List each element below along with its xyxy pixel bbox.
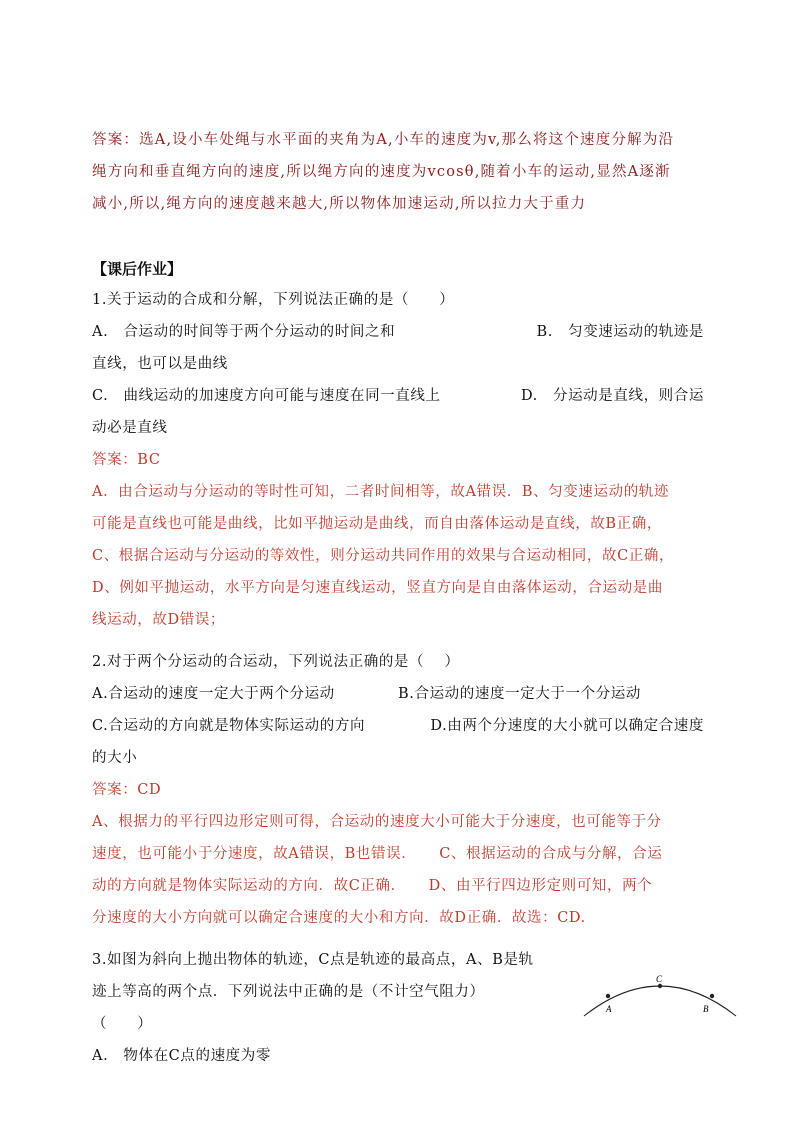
- document-page: [92, 124, 709, 1072]
- q1-option-d: D. 分运动是直线，则合运: [520, 388, 704, 404]
- q1-stem: 1.关于运动的合成和分解，下列说法正确的是（ ）: [92, 292, 455, 308]
- q2-stem: 2.对于两个分运动的合运动，下列说法正确的是（ ）: [92, 654, 460, 670]
- intro-answer-line-2: 绳方向和垂直绳方向的速度,所以绳方向的速度为vcosθ,随着小车的运动,显然A逐渐: [92, 164, 671, 180]
- point-c-label: C: [656, 974, 663, 984]
- q2-option-c: C.合运动的方向就是物体实际运动的方向: [92, 718, 366, 734]
- point-a-marker: [606, 994, 610, 998]
- q1-option-a: A. 合运动的时间等于两个分运动的时间之和: [92, 324, 396, 340]
- q1-explanation-1: A．由合运动与分运动的等时性可知，二者时间相等，故A错误．B、匀变速运动的轨迹: [92, 484, 669, 500]
- q3-option-a: A. 物体在C点的速度为零: [92, 1048, 271, 1064]
- q3-stem-3: （ ）: [92, 1016, 153, 1032]
- intro-answer-line-3: 减小,所以,绳方向的速度越来越大,所以物体加速运动,所以拉力大于重力: [92, 196, 587, 212]
- q1-explanation-2: 可能是直线也可能是曲线，比如平抛运动是曲线，而自由落体运动是直线，故B正确，: [92, 516, 662, 532]
- question-3: [92, 944, 709, 1072]
- q2-explanation-3: 动的方向就是物体实际运动的方向．故C正确． D、由平行四边形定则可知，两个: [92, 878, 653, 894]
- q1-option-c: C. 曲线运动的加速度方向可能与速度在同一直线上: [92, 388, 441, 404]
- q1-option-b: B. 匀变速运动的轨迹是: [536, 324, 704, 340]
- point-b-label: B: [703, 1004, 709, 1014]
- q1-options-row-2: [92, 380, 704, 412]
- point-b-marker: [710, 994, 714, 998]
- q2-options-row-1: [92, 678, 704, 710]
- trajectory-diagram: [582, 970, 738, 1020]
- q1-explanation-3: C、根据合运动与分运动的等效性，则分运动共同作用的效果与合运动相同，故C正确，: [92, 548, 675, 564]
- q2-option-a: A.合运动的速度一定大于两个分运动: [92, 686, 335, 702]
- q1-explanation-5: 线运动，故D错误；: [92, 612, 226, 628]
- q3-text: [92, 944, 572, 1072]
- q2-option-d-cont: 的大小: [92, 750, 138, 766]
- q1-explanation-4: D、例如平抛运动，水平方向是匀速直线运动，竖直方向是自由落体运动，合运动是曲: [92, 580, 663, 596]
- q2-explanation-1: A、根据力的平行四边形定则可得，合运动的速度大小可能大于分速度，也可能等于分: [92, 814, 662, 830]
- question-1: [92, 284, 704, 636]
- point-a-label: A: [606, 1004, 612, 1014]
- q2-option-d: D.由两个分速度的大小就可以确定合速度: [430, 718, 704, 734]
- intro-answer: [92, 124, 704, 220]
- q3-stem-2: 迹上等高的两个点．下列说法中正确的是（不计空气阻力）: [92, 984, 485, 1000]
- q1-options-row-1: [92, 316, 704, 348]
- q2-options-row-2: [92, 710, 704, 742]
- question-2: [92, 646, 704, 934]
- q2-explanation-4: 分速度的大小方向就可以确定合速度的大小和方向．故D正确．故选：CD.: [92, 910, 586, 926]
- q2-option-b: B.合运动的速度一定大于一个分运动: [398, 686, 641, 702]
- q1-answer: 答案：BC: [92, 452, 161, 468]
- q1-option-d-cont: 动必是直线: [92, 420, 168, 436]
- section-title: 【课后作业】: [92, 260, 183, 278]
- point-c-marker: [658, 984, 662, 988]
- intro-answer-line-1: 答案：选A,设小车处绳与水平面的夹角为A,小车的速度为v,那么将这个速度分解为沿: [92, 132, 675, 148]
- trajectory-figure: [582, 970, 738, 1024]
- q2-explanation-2: 速度，也可能小于分速度，故A错误，B也错误． C、根据运动的合成与分解，合运: [92, 846, 663, 862]
- q1-option-b-cont: 直线，也可以是曲线: [92, 356, 228, 372]
- q2-answer: 答案：CD: [92, 782, 162, 798]
- q3-stem-1: 3.如图为斜向上抛出物体的轨迹，C点是轨迹的最高点，A、B是轨: [92, 952, 534, 968]
